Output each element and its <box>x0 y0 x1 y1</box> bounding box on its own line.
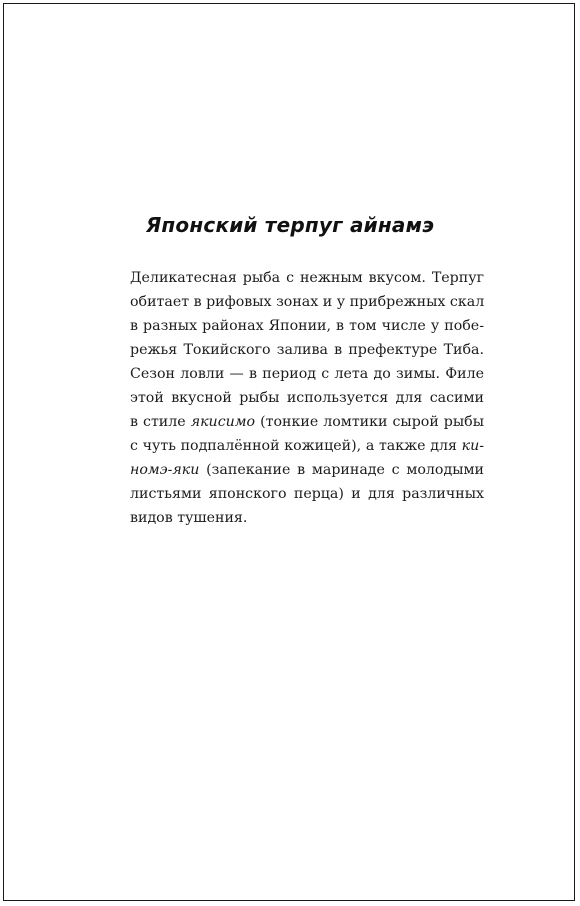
text-segment: режья Токийского залива в префектуре Тиба. <box>130 342 484 358</box>
text-line <box>130 362 484 386</box>
italic-term: ки- <box>461 438 484 454</box>
text-segment: обитает в рифовых зонах и у прибрежных скал <box>130 294 485 310</box>
text-segment: с чуть подпалённой кожицей), а также для <box>130 438 462 454</box>
page-title: Японский терпуг айнамэ <box>145 213 435 237</box>
text-segment: (запекание в маринаде с молодыми <box>199 462 484 478</box>
text-segment: в разных районах Японии, в том числе у побе- <box>130 318 484 334</box>
text-line <box>130 290 484 314</box>
text-segment: этой вкусной рыбы используется для сасими <box>130 390 484 406</box>
book-page <box>3 3 575 901</box>
text-segment: видов тушения. <box>130 510 248 526</box>
text-line <box>130 410 484 434</box>
text-line <box>130 386 484 410</box>
text-segment: листьями японского перца) и для различных <box>130 486 484 502</box>
text-line <box>130 314 484 338</box>
text-line <box>130 482 484 506</box>
text-line <box>130 266 484 290</box>
italic-term: номэ-яки <box>130 462 200 478</box>
body-paragraph <box>130 266 484 530</box>
text-line <box>130 434 484 458</box>
text-line <box>130 338 484 362</box>
text-line <box>130 458 484 482</box>
italic-term: якисимо <box>190 414 256 430</box>
text-segment: Сезон ловли — в период с лета до зимы. Филе <box>130 366 484 382</box>
text-segment: (тонкие ломтики сырой рыбы <box>255 414 484 430</box>
text-line <box>130 506 484 530</box>
text-segment: Деликатесная рыба с нежным вкусом. Терпуг <box>130 270 484 286</box>
text-segment: в стиле <box>130 414 191 430</box>
